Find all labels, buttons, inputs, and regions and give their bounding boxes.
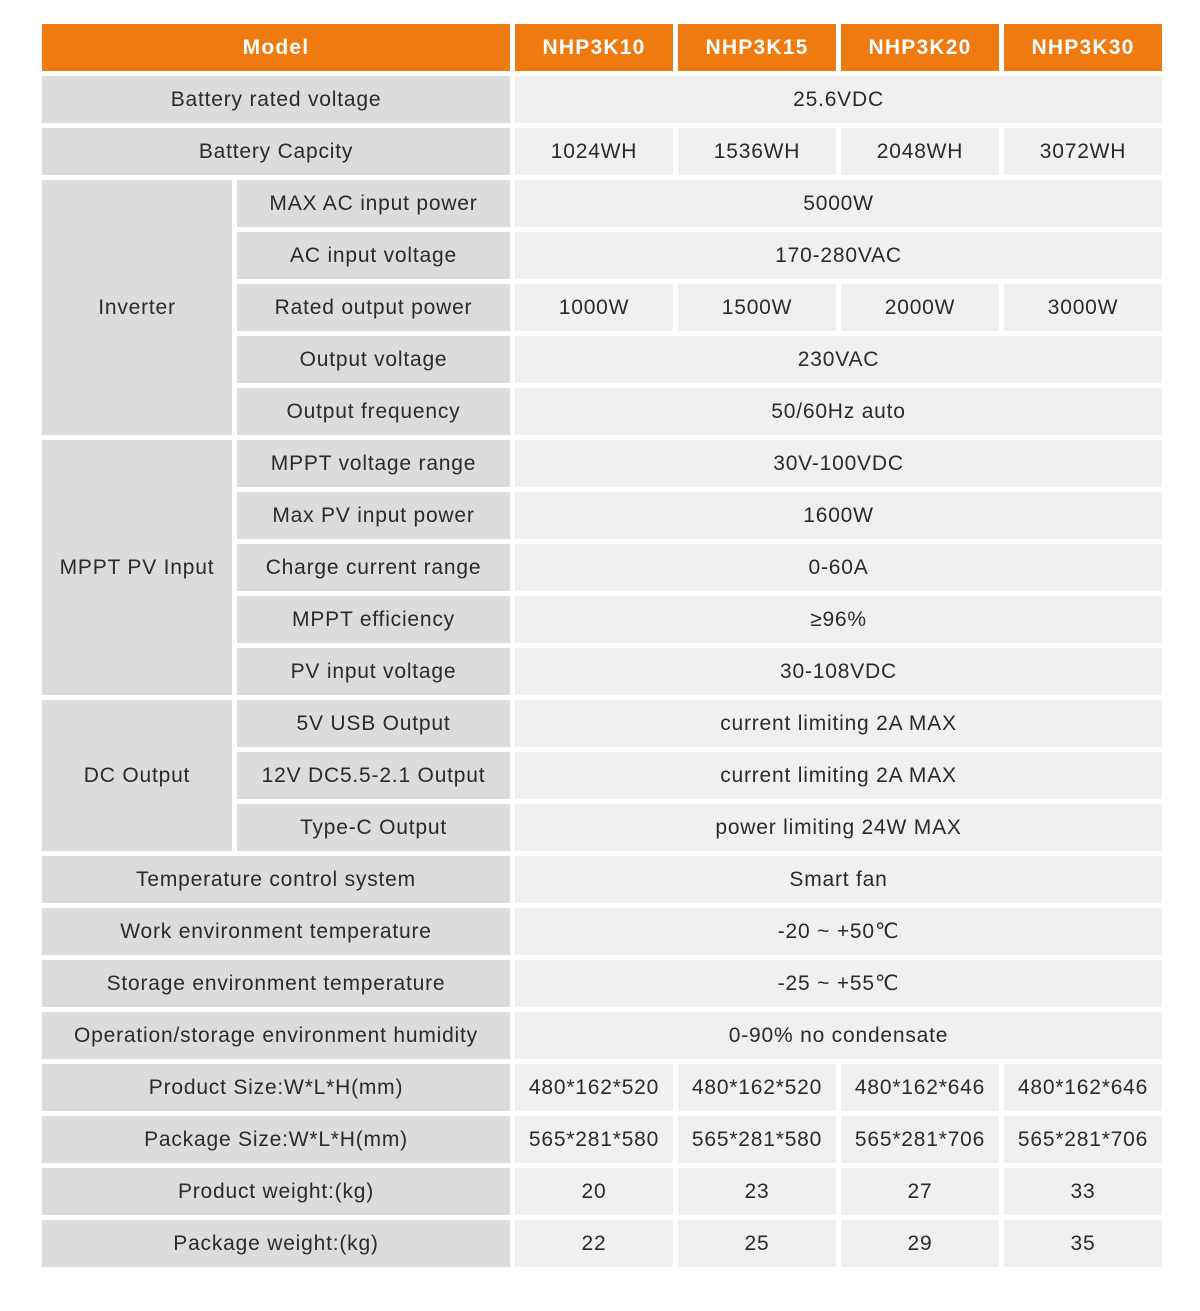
output-frequency-label: Output frequency [237, 388, 510, 435]
table-row [42, 76, 1162, 123]
ac-input-voltage-value: 170-280VAC [515, 232, 1162, 279]
model-nhp3k30: NHP3K30 [1004, 24, 1162, 71]
usb-5v-output-label: 5V USB Output [237, 700, 510, 747]
package-weight-label: Package weight:(kg) [42, 1220, 510, 1267]
package-size-value: 565*281*580 [515, 1116, 673, 1163]
package-size-value: 565*281*580 [678, 1116, 836, 1163]
package-size-value: 565*281*706 [1004, 1116, 1162, 1163]
max-ac-input-power-value: 5000W [515, 180, 1162, 227]
mppt-efficiency-label: MPPT efficiency [237, 596, 510, 643]
package-size-value: 565*281*706 [841, 1116, 999, 1163]
product-weight-value: 33 [1004, 1168, 1162, 1215]
max-pv-input-power-value: 1600W [515, 492, 1162, 539]
product-size-value: 480*162*646 [841, 1064, 999, 1111]
table-row [42, 1168, 1162, 1215]
rated-output-power-value: 2000W [841, 284, 999, 331]
product-size-label: Product Size:W*L*H(mm) [42, 1064, 510, 1111]
product-size-value: 480*162*520 [515, 1064, 673, 1111]
work-temperature-label: Work environment temperature [42, 908, 510, 955]
table-row [42, 908, 1162, 955]
battery-voltage-label: Battery rated voltage [42, 76, 510, 123]
table-row [42, 1220, 1162, 1267]
temperature-control-value: Smart fan [515, 856, 1162, 903]
battery-capacity-value: 2048WH [841, 128, 999, 175]
usb-5v-output-value: current limiting 2A MAX [515, 700, 1162, 747]
table-row [42, 1116, 1162, 1163]
pv-input-voltage-label: PV input voltage [237, 648, 510, 695]
rated-output-power-value: 1500W [678, 284, 836, 331]
temperature-control-label: Temperature control system [42, 856, 510, 903]
table-row [42, 1012, 1162, 1059]
battery-voltage-value: 25.6VDC [515, 76, 1162, 123]
header-row [42, 24, 1162, 71]
package-size-label: Package Size:W*L*H(mm) [42, 1116, 510, 1163]
work-temperature-value: -20 ~ +50℃ [515, 908, 1162, 955]
output-voltage-value: 230VAC [515, 336, 1162, 383]
package-weight-value: 25 [678, 1220, 836, 1267]
mppt-voltage-range-value: 30V-100VDC [515, 440, 1162, 487]
product-weight-value: 20 [515, 1168, 673, 1215]
product-weight-value: 27 [841, 1168, 999, 1215]
max-pv-input-power-label: Max PV input power [237, 492, 510, 539]
output-frequency-value: 50/60Hz auto [515, 388, 1162, 435]
humidity-label: Operation/storage environment humidity [42, 1012, 510, 1059]
charge-current-range-label: Charge current range [237, 544, 510, 591]
dc-12v-output-label: 12V DC5.5-2.1 Output [237, 752, 510, 799]
spec-table [37, 19, 1167, 1272]
humidity-value: 0-90% no condensate [515, 1012, 1162, 1059]
table-row [42, 960, 1162, 1007]
model-nhp3k20: NHP3K20 [841, 24, 999, 71]
storage-temperature-value: -25 ~ +55℃ [515, 960, 1162, 1007]
battery-capacity-label: Battery Capcity [42, 128, 510, 175]
package-weight-value: 29 [841, 1220, 999, 1267]
ac-input-voltage-label: AC input voltage [237, 232, 510, 279]
package-weight-value: 35 [1004, 1220, 1162, 1267]
dc-output-group-label: DC Output [42, 700, 232, 851]
product-size-value: 480*162*646 [1004, 1064, 1162, 1111]
inverter-group-label: Inverter [42, 180, 232, 435]
model-nhp3k15: NHP3K15 [678, 24, 836, 71]
type-c-output-value: power limiting 24W MAX [515, 804, 1162, 851]
battery-capacity-value: 1024WH [515, 128, 673, 175]
table-row [42, 700, 1162, 747]
output-voltage-label: Output voltage [237, 336, 510, 383]
table-row [42, 128, 1162, 175]
rated-output-power-value: 1000W [515, 284, 673, 331]
mppt-voltage-range-label: MPPT voltage range [237, 440, 510, 487]
table-row [42, 1064, 1162, 1111]
package-weight-value: 22 [515, 1220, 673, 1267]
pv-input-voltage-value: 30-108VDC [515, 648, 1162, 695]
table-row [42, 856, 1162, 903]
storage-temperature-label: Storage environment temperature [42, 960, 510, 1007]
rated-output-power-value: 3000W [1004, 284, 1162, 331]
max-ac-input-power-label: MAX AC input power [237, 180, 510, 227]
type-c-output-label: Type-C Output [237, 804, 510, 851]
rated-output-power-label: Rated output power [237, 284, 510, 331]
mppt-group-label: MPPT PV Input [42, 440, 232, 695]
table-row [42, 180, 1162, 227]
battery-capacity-value: 3072WH [1004, 128, 1162, 175]
charge-current-range-value: 0-60A [515, 544, 1162, 591]
product-weight-value: 23 [678, 1168, 836, 1215]
product-size-value: 480*162*520 [678, 1064, 836, 1111]
model-nhp3k10: NHP3K10 [515, 24, 673, 71]
mppt-efficiency-value: ≥96% [515, 596, 1162, 643]
table-row [42, 440, 1162, 487]
dc-12v-output-value: current limiting 2A MAX [515, 752, 1162, 799]
model-header: Model [42, 24, 510, 71]
battery-capacity-value: 1536WH [678, 128, 836, 175]
product-weight-label: Product weight:(kg) [42, 1168, 510, 1215]
